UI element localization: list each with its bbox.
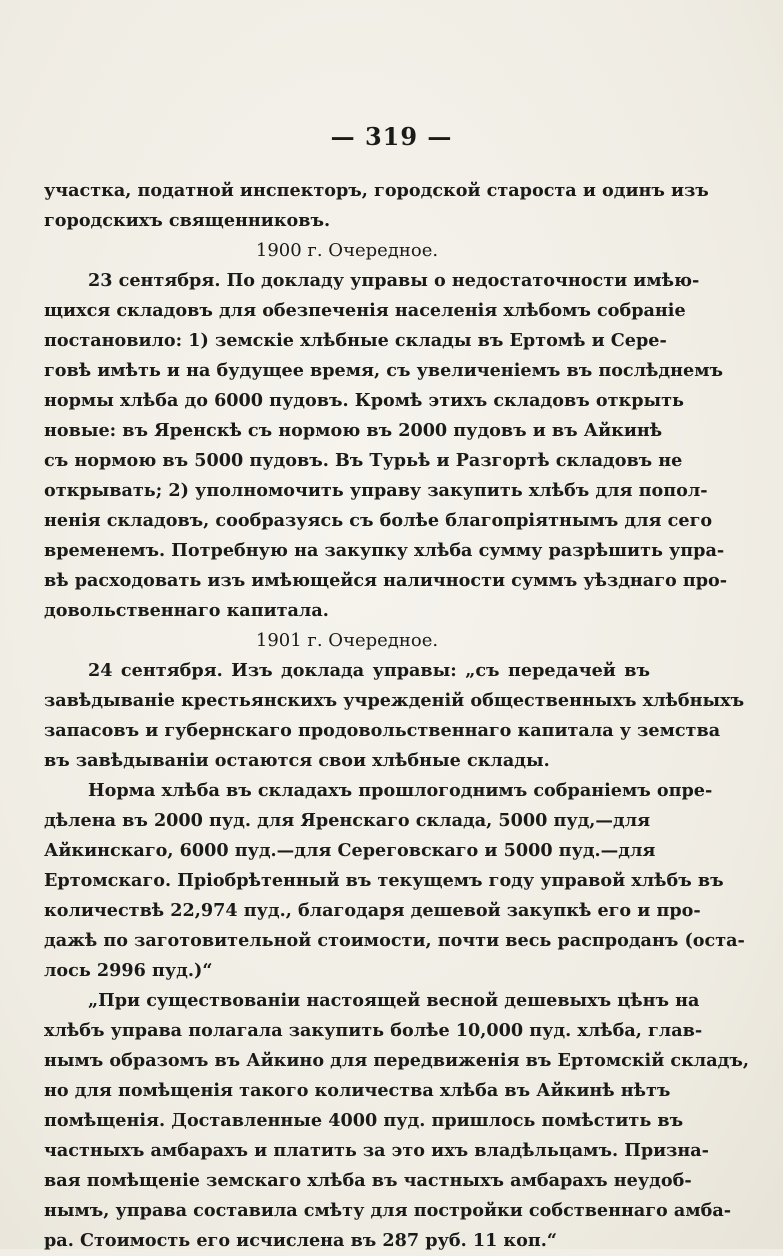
text-line: городскихъ священниковъ. <box>44 210 331 231</box>
text-line: Норма хлѣба въ складахъ прошлогоднимъ собраніемъ опре- <box>88 780 713 801</box>
text-line: дажѣ по заготовительной стоимости, почти весь распроданъ (оста- <box>44 930 745 951</box>
text-line: ра. Стоимость его исчислена въ 287 руб. 11 коп.“ <box>44 1230 557 1251</box>
text-line: 23 сентября. По докладу управы о недостаточности имѣю- <box>88 270 700 291</box>
text-line: довольственнаго капитала. <box>44 600 329 621</box>
text-line: Айкинскаго, 6000 пуд.—для Сереговскаго и 5000 пуд.—для <box>44 840 656 861</box>
text-line: вая помѣщеніе земскаго хлѣба въ частныхъ амбарахъ неудоб- <box>44 1170 692 1191</box>
text-line: помѣщенія. Доставленные 4000 пуд. пришлось помѣстить въ <box>44 1110 684 1131</box>
text-line: Ертомскаго. Пріобрѣтенный въ текущемъ году управой хлѣбъ въ <box>44 870 724 891</box>
text-line: щихся складовъ для обезпеченія населенія хлѣбомъ собраніе <box>44 300 686 321</box>
text-line: дѣлена въ 2000 пуд. для Яренскаго склада, 5000 пуд,—для <box>44 810 651 831</box>
body-text <box>44 176 749 1256</box>
text-line: 1900 г. Очередное. <box>255 240 439 261</box>
text-line: открывать; 2) уполномочить управу закупить хлѣбъ для попол- <box>44 480 708 501</box>
text-line: количествѣ 22,974 пуд., благодаря дешевой закупкѣ его и про- <box>44 900 701 921</box>
page-number: — 319 — <box>330 122 453 151</box>
text-line: въ завѣдываніи остаются свои хлѣбные склады. <box>44 750 550 771</box>
text-line: частныхъ амбарахъ и платить за это ихъ владѣльцамъ. Призна- <box>44 1140 709 1161</box>
text-line: говѣ имѣть и на будущее время, съ увеличеніемъ въ послѣднемъ <box>44 360 723 381</box>
text-line: нымъ, управа составила смѣту для постройки собственнаго амба- <box>44 1200 732 1221</box>
text-line: временемъ. Потребную на закупку хлѣба сумму разрѣшить упра- <box>44 540 725 561</box>
text-line: но для помѣщенія такого количества хлѣба въ Айкинѣ нѣтъ <box>44 1080 671 1101</box>
text-line: запасовъ и губернскаго продовольственнаго капитала у земства <box>44 720 721 741</box>
text-line: лось 2996 пуд.)“ <box>44 960 213 981</box>
text-line: съ нормою въ 5000 пудовъ. Въ Турьѣ и Разгортѣ складовъ не <box>44 450 683 471</box>
text-line: 1901 г. Очередное. <box>255 630 439 651</box>
text-line: ненія складовъ, сообразуясь съ болѣе благопріятнымъ для сего <box>44 510 713 531</box>
text-line: нормы хлѣба до 6000 пудовъ. Кромѣ этихъ складовъ открыть <box>44 390 684 411</box>
text-line: хлѣбъ управа полагала закупить болѣе 10,000 пуд. хлѣба, глав- <box>44 1020 703 1041</box>
text-line: постановило: 1) земскіе хлѣбные склады въ Ертомѣ и Сере- <box>44 330 667 351</box>
text-line: завѣдываніе крестьянскихъ учрежденій общественныхъ хлѣбныхъ <box>44 690 745 711</box>
text-line: нымъ образомъ въ Айкино для передвиженія въ Ертомскій складъ, <box>44 1050 749 1071</box>
text-line: „При существованіи настоящей весной дешевыхъ цѣнъ на <box>88 990 700 1011</box>
text-line: новые: въ Яренскѣ съ нормою въ 2000 пудовъ и въ Айкинѣ <box>44 420 663 441</box>
text-line: вѣ расходовать изъ имѣющейся наличности суммъ уѣзднаго про- <box>44 570 728 591</box>
text-line: 24 сентября. Изъ доклада управы: „съ передачей въ <box>88 660 650 681</box>
text-line: участка, податной инспекторъ, городской староста и одинъ изъ <box>44 180 709 201</box>
